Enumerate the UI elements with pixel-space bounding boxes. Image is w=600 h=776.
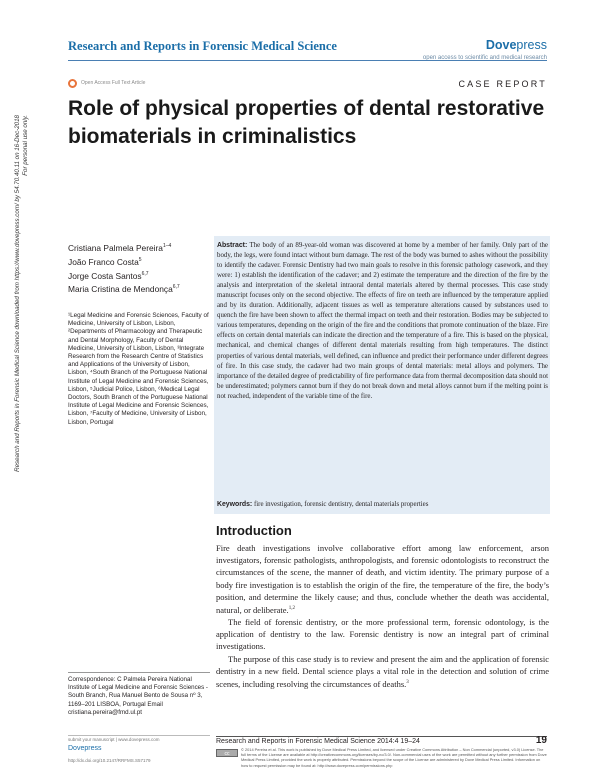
section-heading-introduction: Introduction — [216, 523, 292, 538]
abstract-text: The body of an 89-year-old woman was discovered at home by a member of her family. Only part of the body, the legs, were found intact without burn damage. The rest of the body was burned to ashes without the possibility to identify the cadaver. Forensic Dentistry had two main goals to resolve in this forensic pathology casework, and they were: 1) establish the identification of the cadaver; and 2) estimate the temperature and the direction of the fire by the analysis and interpretation of the skeletal intraoral dental materials altered by thermal processes. This case study manuscript focuses only on the second objective. The effects of fire on teeth are influenced by the temperature applied and by its duration. Additionally, adjacent tissues as well as temperature alterations caused by substances used to quench the fire have been shown to affect the thermal impact on teeth and their restoration. Bodies may be subjected to various temperatures, depending on the origin of the fire and the conditions that promote continuation of the blaze. Fire effects on certain dental materials can indicate the direction and the temperature of a fire. This is based on the physical, mechanical, and chemical changes of different dental materials resulting from high temperatures. The distinct properties of various dental materials, well defined, can influence and predict their performance under different degrees of fire. In this case study, the cadaver had two main groups of dental materials: metal alloys and polymers. The importance of the detailed degree of predictability of fire performance data from thermal decomposition data should not be underestimated; polymers cannot burn if they do not break down and metal alloys cannot burn if the melting point is not reached, independent of the variable time of the fire. — [217, 242, 548, 400]
journal-title: Research and Reports in Forensic Medical Science — [68, 39, 337, 53]
submit-manuscript-link[interactable]: submit your manuscript | www.dovepress.com — [68, 737, 160, 742]
publisher-tagline: open access to scientific and medical research — [422, 55, 547, 61]
open-access-icon — [68, 79, 77, 88]
author: Jorge Costa Santos$^{6,7}$ — [68, 270, 149, 281]
paragraph: The field of forensic dentistry, or the more professional term, forensic odontology, is the application of dentistry to the law. Forensic dentistry is now an integral part of criminal investigations. — [216, 617, 549, 652]
keywords-text: fire investigation, forensic dentistry, dental materials properties — [253, 501, 429, 508]
download-side-note — [14, 115, 46, 555]
page-number: 19 — [535, 735, 547, 746]
author: Maria Cristina de Mendonça$^{6,7}$ — [68, 284, 180, 295]
keywords-label: Keywords: — [217, 501, 253, 508]
publisher-logo-bold: Dove — [485, 38, 517, 52]
license-text: © 2014 Pereira et al. This work is published by Dove Medical Press Limited, and licensed under Creative Commons Attribution – Non Commercial (unported, v3.0) License. The full terms of the License are available at http://creativecommons.org/licenses/by-nc/3.0/. Non-commercial uses of the work are permitted without any further permission from Dove Medical Press Limited, provided the work is properly attributed. Permissions beyond the scope of the License are administered by Dove Medical Press Limited. Information on how to request permission may be found at: http://www.dovepress.com/permissions.php — [241, 747, 547, 768]
article-title: Role of physical properties of dental restorative biomaterials in criminalistics — [68, 97, 545, 148]
correspondence-divider — [68, 672, 210, 673]
doi-link[interactable]: http://dx.doi.org/10.2147/RRFMS.S57179 — [68, 758, 151, 763]
paragraph: The purpose of this case study is to review and present the aim and the application of forensic dentistry in a new field. Dental science plays a vital role in the detection and solution of crime scenes, including resolving the circumstances of deaths.$^3$ — [216, 653, 549, 689]
paragraph: Fire death investigations involve collaborative effort among law enforcement, arson investigators, forensic pathologists, anthropologists, and forensic odontologists to reconstruct the circumstances of the scene, the manner of death, and victim identity. The primary purpose of a body fire investigation is to establish the origin of the fire, the temperature of the fire, the body’s position, and determine the likely cause; and thus, conclude whether the death was accidental, natural, or deliberate.$^{1,2}$ — [216, 543, 549, 615]
introduction-body — [216, 542, 549, 690]
creative-commons-icon: cc — [216, 749, 238, 757]
side-note-line2: For personal use only. — [22, 115, 29, 176]
author: Cristiana Palmela Pereira$^{1-4}$ — [68, 242, 172, 253]
publisher-logo-light: press — [516, 38, 547, 52]
abstract — [217, 241, 548, 402]
publisher-logo[interactable] — [486, 38, 547, 52]
side-note-line1: Research and Reports in Forensic Medical Science downloaded from https://www.dovepress.com/ by 54.70.40.11 on 16-Dec-2018 — [14, 115, 21, 472]
author: João Franco Costa$^5$ — [68, 256, 142, 267]
abstract-label: Abstract: — [217, 242, 248, 249]
footer-journal-citation: Research and Reports in Forensic Medical Science 2014:4 19–24 — [216, 738, 420, 745]
open-access-note: Open Access Full Text Article — [81, 80, 146, 86]
footer-divider — [216, 736, 547, 737]
article-type: CASE REPORT — [458, 79, 547, 89]
footer-left-divider — [68, 735, 210, 736]
affiliations: ¹Legal Medicine and Forensic Sciences, Faculty of Medicine, University of Lisbon, Lisbon, ²Departments of Pharmacology and Therapeutic and Dental Morphology, Faculty of Dental Medicine, University of Lisbon, Lisbon, ³Integrate Research from the Research Centre of Statistics and Applications of the University of Lisbon, Lisbon, ⁴South Branch of the Portuguese National Institute of Legal Medicine and Forensic Sciences, Lisbon, ⁵Judicial Police, Lisbon, ⁶Medical Legal Doctors, South Branch of the Portuguese National Institute of Legal Medicine and Forensic Sciences, Lisbon, ⁷Faculty of Medicine, University of Lisbon, Lisbon, Portugal — [68, 312, 209, 426]
footer-publisher-logo[interactable]: Dovepress — [68, 745, 102, 752]
author-list — [68, 240, 208, 295]
header-divider — [68, 60, 547, 61]
correspondence: Correspondence: C Palmela Pereira National Institute of Legal Medicine and Forensic Sciences - South Branch, Rua Manuel Bento de Sousa nº 3, 1169–201 LISBOA, Portugal Email cristiana.pereira@fmd.ul.pt — [68, 676, 208, 716]
keywords — [217, 500, 548, 509]
